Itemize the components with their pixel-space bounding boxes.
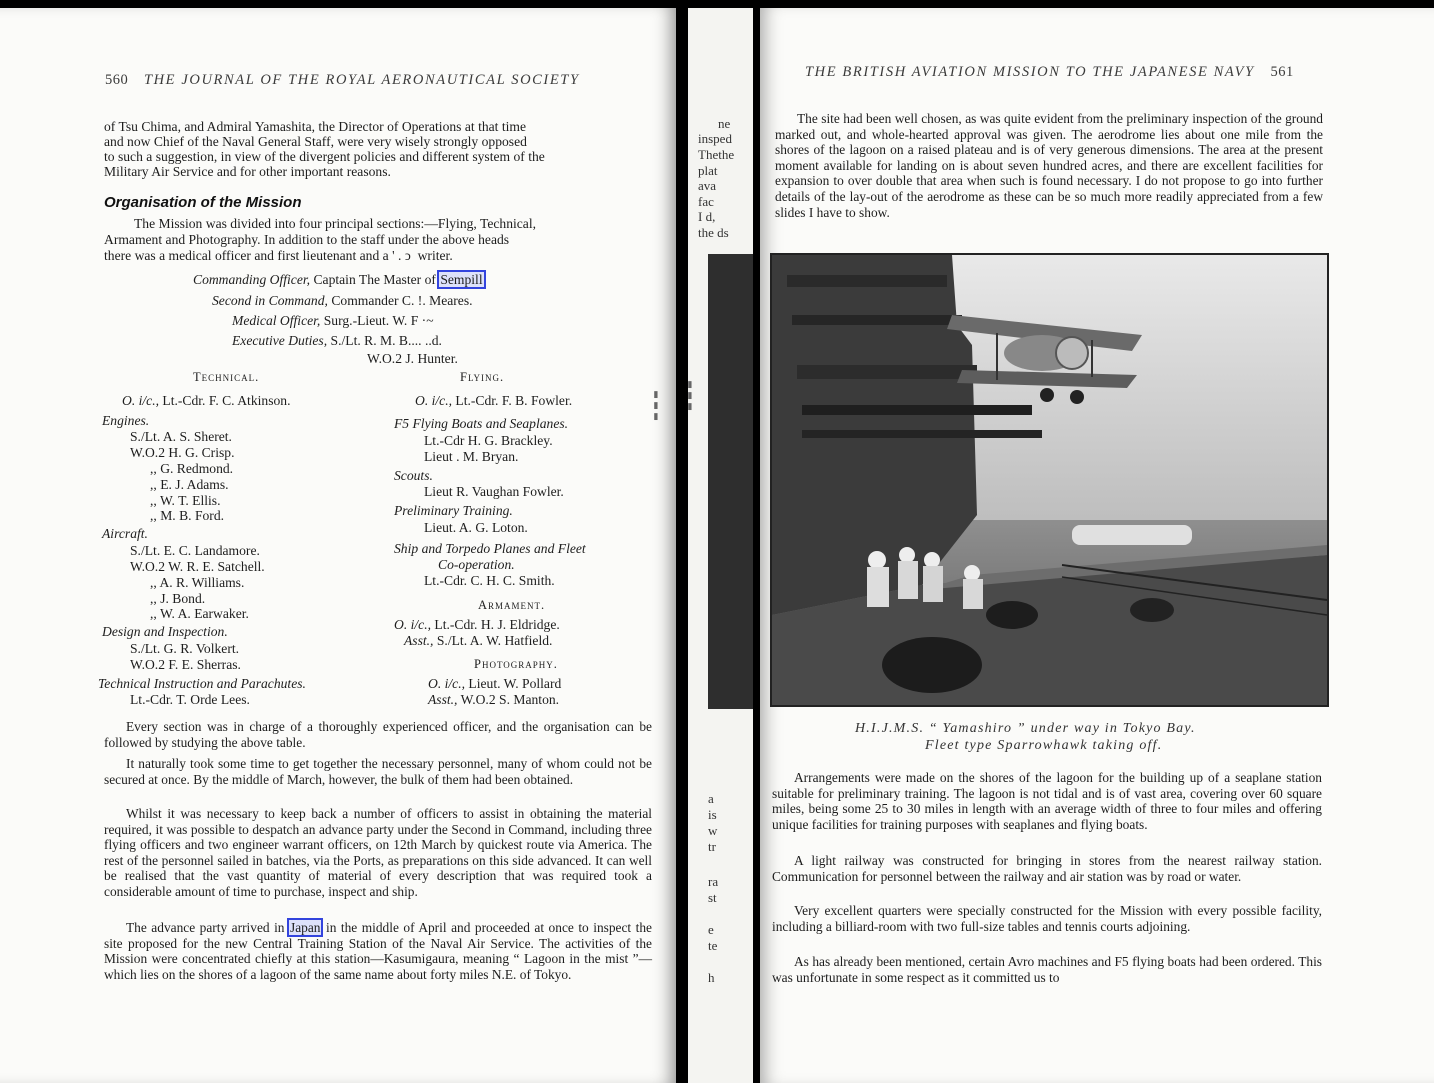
strip-photo-edge: [708, 254, 753, 709]
f5-2: Lieut . M. Bryan.: [424, 449, 519, 464]
staff-second-label: Second in Command,: [212, 293, 328, 308]
margin-stamp-strip: ▮▮▮: [686, 380, 696, 413]
right-page-number: 561: [1270, 64, 1294, 80]
armament-asst: [404, 633, 552, 649]
armament-asst-label: Asst.,: [404, 633, 434, 648]
flying-oic-label: O. i/c.,: [415, 393, 452, 408]
strip-word-5: ava: [698, 178, 717, 193]
photo-illustration: [772, 255, 1327, 705]
staff-commanding-value: Captain The Master of: [313, 272, 440, 287]
left-journal-page: [0, 8, 676, 1083]
margin-stamp-left: ▮▮▮: [652, 390, 662, 423]
org-line-3: [104, 248, 453, 264]
f5-1: Lt.-Cdr H. G. Brackley.: [424, 433, 553, 448]
ship-1: Lt.-Cdr. C. H. C. Smith.: [424, 573, 555, 588]
engines-4: ,, E. J. Adams.: [150, 477, 229, 492]
battleship-photograph: [770, 253, 1329, 707]
intro-line-3: to such a suggestion, in view of the divergent policies and different system of the: [104, 149, 545, 164]
photography-oic-label: O. i/c.,: [428, 676, 465, 691]
photography-asst-label: Asst.,: [428, 692, 458, 707]
aircraft-3: ,, A. R. Williams.: [150, 575, 245, 590]
photo-caption-line-2: Fleet type Sparrowhawk taking off.: [925, 738, 1163, 753]
paragraph-naturally: It naturally took some time to get together the necessary personnel, many of whom could not be secured at once. By the middle of March, however, the bulk of them had been obtained.: [104, 756, 652, 787]
photography-oic: [428, 676, 561, 692]
staff-medical-label: Medical Officer,: [232, 313, 321, 328]
paragraph-already: As has already been mentioned, certain Avro machines and F5 flying boats had been ordered. This was unfortunate in some respect as it committed us to: [772, 954, 1322, 985]
technical-oic-label: O. i/c.,: [122, 393, 159, 408]
strip-word-15: e: [708, 922, 714, 937]
prelim-1: Lieut. A. G. Loton.: [424, 520, 528, 535]
flying-heading: Flying.: [460, 370, 505, 384]
right-running-title: THE BRITISH AVIATION MISSION TO THE JAPANESE NAVY: [805, 64, 1255, 80]
left-page-number: 560: [105, 72, 129, 88]
aircraft-1: S./Lt. E. C. Landamore.: [130, 543, 260, 558]
design-1: S./Lt. G. R. Volkert.: [130, 641, 240, 656]
highlighted-word-japan[interactable]: Japan: [289, 920, 321, 935]
staff-executive: [232, 333, 442, 349]
right-running-head: [805, 64, 1294, 81]
staff-executive-label: Executive Duties,: [232, 333, 328, 348]
engines-6: ,, M. B. Ford.: [150, 508, 225, 523]
armament-oic-label: O. i/c.,: [394, 617, 431, 632]
aircraft-4: ,, J. Bond.: [150, 591, 206, 606]
armament-asst-value: S./Lt. A. W. Hatfield.: [436, 633, 553, 648]
tech-instruction-label: Technical Instruction and Parachutes.: [98, 676, 306, 691]
scouts-label: Scouts.: [394, 468, 433, 483]
technical-oic: [122, 393, 290, 409]
technical-heading: Technical.: [193, 370, 260, 384]
paragraph-quarters: Very excellent quarters were specially constructed for the Mission with every possible facility, including a billiard-room with two full-size tables and tennis courts adjoining.: [772, 903, 1322, 934]
staff-commanding: [193, 272, 484, 288]
left-running-head: [105, 72, 580, 89]
paragraph-advance-post: in the middle of April and proceeded at once to inspect the site proposed for the new Central Training Station of the Naval Air Service. The activities of the Mission were concentrated chiefly at this station—Kasumigaura, meaning “ Lagoon in the mist ”—which lies on the shores of a lagoon of the same name about forty miles N.E. of Tokyo.: [104, 920, 653, 982]
technical-oic-value: Lt.-Cdr. F. C. Atkinson.: [162, 393, 291, 408]
paragraph-advance-pre: The advance party arrived in: [126, 920, 289, 935]
armament-heading: Armament.: [478, 598, 546, 612]
flying-oic-value: Lt.-Cdr. F. B. Fowler.: [455, 393, 573, 408]
strip-word-3: Thethe: [698, 147, 735, 162]
left-running-title: THE JOURNAL OF THE ROYAL AERONAUTICAL SOCIETY: [143, 72, 580, 88]
armament-oic-value: Lt.-Cdr. H. J. Eldridge.: [434, 617, 560, 632]
staff-second: [212, 293, 473, 309]
engines-1: S./Lt. A. S. Sheret.: [130, 429, 232, 444]
staff-wo-line: W.O.2 J. Hunter.: [367, 351, 458, 366]
strip-word-11: w: [708, 823, 718, 838]
aircraft-2: W.O.2 W. R. E. Satchell.: [130, 559, 265, 574]
f5-label: F5 Flying Boats and Seaplanes.: [394, 416, 569, 431]
highlighted-word-sempill[interactable]: Sempill: [440, 272, 483, 287]
design-label: Design and Inspection.: [102, 624, 228, 639]
staff-medical: [232, 313, 434, 329]
org-line-3-gap: ' . ↄ: [392, 248, 411, 263]
photography-asst: [428, 692, 559, 708]
paragraph-advance-party: [104, 920, 652, 982]
section-heading-organisation: Organisation of the Mission: [104, 194, 302, 211]
adjacent-page-strip: [688, 8, 753, 1083]
paragraph-arrangements: Arrangements were made on the shores of the lagoon for the building up of a seaplane station suitable for preliminary training. The lagoon is not tidal and is of vast area, covering over 60 square miles, being some 25 to 30 miles in length with an average width of three to four miles and offering unique facilities for training purposes with seaplanes and flying boats.: [772, 770, 1322, 832]
photography-asst-value: W.O.2 S. Manton.: [460, 692, 560, 707]
strip-word-16: te: [708, 938, 718, 953]
strip-word-7: I d,: [698, 209, 716, 224]
engines-5: ,, W. T. Ellis.: [150, 493, 221, 508]
intro-line-4: Military Air Service and for other important reasons.: [104, 164, 391, 179]
strip-word-12: tr: [708, 839, 716, 854]
strip-word-13: ra: [708, 874, 719, 889]
prelim-label: Preliminary Training.: [394, 503, 513, 518]
org-line-1: The Mission was divided into four principal sections:—Flying, Technical,: [134, 216, 537, 231]
armament-oic: [394, 617, 560, 633]
photography-oic-value: Lieut. W. Pollard: [468, 676, 562, 691]
paragraph-every-section: Every section was in charge of a thoroughly experienced officer, and the organisation can be followed by studying the above table.: [104, 719, 652, 750]
strip-word-8: the ds: [698, 225, 729, 240]
paragraph-site: The site had been well chosen, as was quite evident from the preliminary inspection of the ground marked out, and whole-hearted approval was given. The aerodrome lies about one mile from the shores of the lagoon on a raised plateau and is of very generous dimensions. The area at the present moment available for landing on is about seven hundred acres, and there are excellent facilities for expansion to over double that area when such is found necessary. I do not propose to go into further details of the lay-out of the aerodrome as these can be so much more readily appreciated from a few slides I have to show.: [775, 111, 1323, 220]
engines-label: Engines.: [102, 413, 150, 428]
org-line-3-end: writer.: [417, 248, 453, 263]
photo-caption-line-1: H.I.J.M.S. “ Yamashiro ” under way in Tokyo Bay.: [855, 721, 1196, 736]
right-journal-page: [760, 8, 1434, 1083]
strip-word-14: st: [708, 890, 717, 905]
tech-instruction-1: Lt.-Cdr. T. Orde Lees.: [130, 692, 250, 707]
strip-word-9: a: [708, 791, 714, 806]
staff-medical-value: Surg.-Lieut. W. F ·~: [323, 313, 434, 328]
staff-executive-value: S./Lt. R. M. B.... ..d.: [330, 333, 442, 348]
design-2: W.O.2 F. E. Sherras.: [130, 657, 241, 672]
intro-line-2: and now Chief of the Naval General Staff, were very wisely strongly opposed: [104, 134, 527, 149]
strip-word-6: fac: [698, 194, 714, 209]
ship-label-1: Ship and Torpedo Planes and Fleet: [394, 541, 586, 556]
engines-2: W.O.2 H. G. Crisp.: [130, 445, 235, 460]
scouts-1: Lieut R. Vaughan Fowler.: [424, 484, 564, 499]
paragraph-railway: A light railway was constructed for bringing in stores from the nearest railway station. Communication for personnel between the railway and air station was by road or water.: [772, 853, 1322, 884]
engines-3: ,, G. Redmond.: [150, 461, 234, 476]
org-line-3-text: there was a medical officer and first lieutenant and a: [104, 248, 393, 263]
aircraft-5: ,, W. A. Earwaker.: [150, 606, 249, 621]
paragraph-whilst: Whilst it was necessary to keep back a number of officers to assist in obtaining the material required, it was possible to despatch an advance party under the Second in Command, including three flying officers and two engineer warrant officers, on 12th March by quickest route via America. The rest of the personnel sailed in batches, via the Ports, as preparations on this side advanced. It can well be realised that the vast quantity of material of every description that was required took a considerable amount of time to purchase, inspect and ship.: [104, 806, 652, 899]
strip-word-17: h: [708, 970, 715, 985]
staff-second-value: Commander C. !. Meares.: [331, 293, 473, 308]
ship-label-2: Co-operation.: [438, 557, 515, 572]
staff-commanding-label: Commanding Officer,: [193, 272, 311, 287]
strip-word-2: insped: [698, 131, 732, 146]
aircraft-label: Aircraft.: [102, 526, 148, 541]
strip-word-1: ne: [718, 116, 731, 131]
org-line-2: Armament and Photography. In addition to the staff under the above heads: [104, 232, 510, 247]
strip-word-10: is: [708, 807, 717, 822]
intro-line-1: of Tsu Chima, and Admiral Yamashita, the Director of Operations at that time: [104, 119, 527, 134]
flying-oic: [415, 393, 572, 409]
strip-word-4: plat: [698, 163, 718, 178]
photography-heading: Photography.: [474, 657, 558, 671]
